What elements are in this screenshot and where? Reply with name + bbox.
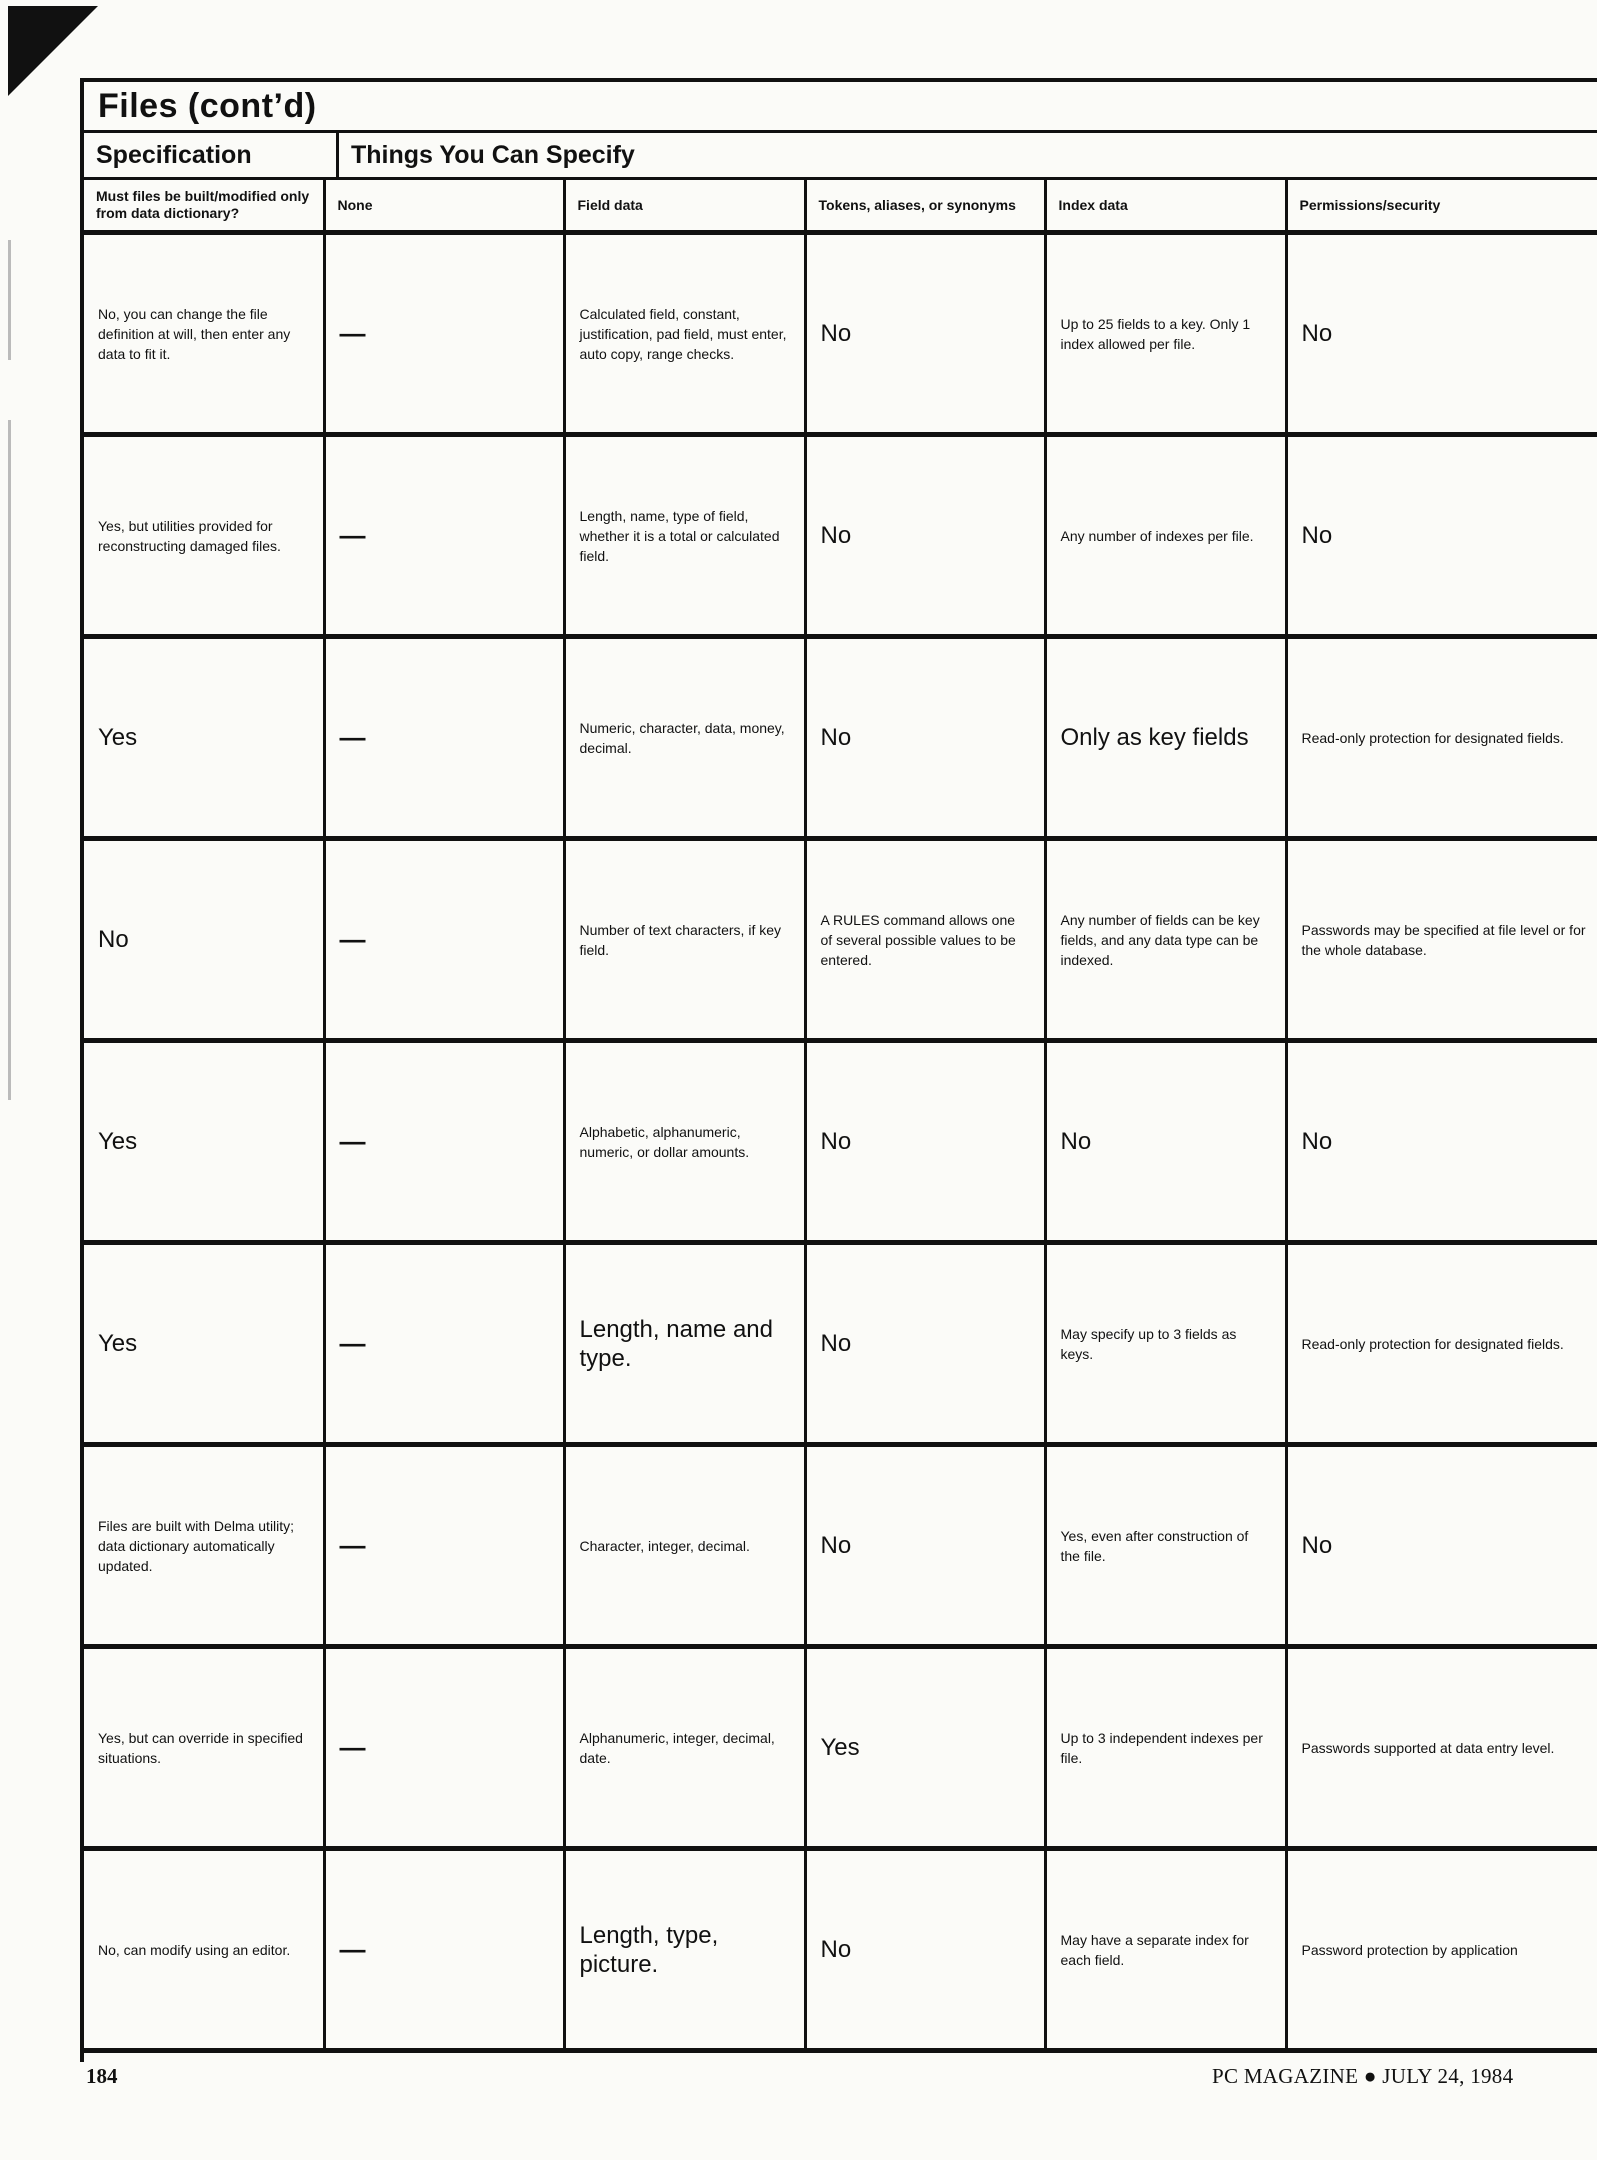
table-cell: No [805, 637, 1045, 839]
table-cell: Yes [805, 1647, 1045, 1849]
table-cell: Length, name, type of field, whether it is a total or calculated field. [564, 435, 805, 637]
table-cell: May specify up to 3 fields as keys. [1045, 1243, 1286, 1445]
table-cell: Up to 25 fields to a key. Only 1 index allowed per file. [1045, 233, 1286, 435]
table-cell: May have a separate index for each field. [1045, 1849, 1286, 2051]
table-cell: — [324, 637, 564, 839]
table-cell: Only as key fields [1045, 637, 1286, 839]
table-cell: Files are built with Delma utility; data dictionary automatically updated. [84, 1445, 324, 1647]
page-title: Files (cont’d) [98, 86, 317, 125]
table-cell: Number of text characters, if key field. [564, 839, 805, 1041]
table-cell: Numeric, character, data, money, decimal. [564, 637, 805, 839]
table-cell: No, you can change the file definition at will, then enter any data to fit it. [84, 233, 324, 435]
table-cell: Yes, but utilities provided for reconstructing damaged files. [84, 435, 324, 637]
table-cell: Passwords supported at data entry level. [1286, 1647, 1597, 1849]
table-cell: No [1286, 1445, 1597, 1647]
table-cell: Yes, even after construction of the file. [1045, 1445, 1286, 1647]
spec-row [84, 133, 1597, 180]
spec-label: Specification [84, 133, 339, 177]
table-cell: Yes [84, 1041, 324, 1243]
table-cell: Yes [84, 637, 324, 839]
table-cell: Alphabetic, alphanumeric, numeric, or dollar amounts. [564, 1041, 805, 1243]
table-header-row [84, 180, 1597, 233]
table-cell: Read-only protection for designated fields. [1286, 1243, 1597, 1445]
table-cell: — [324, 1445, 564, 1647]
table-cell: No [1045, 1041, 1286, 1243]
table-cell: Any number of indexes per file. [1045, 435, 1286, 637]
table-cell: Length, type, picture. [564, 1849, 805, 2051]
margin-mark [8, 240, 11, 360]
column-header: Permissions/security [1286, 180, 1597, 233]
table-cell: — [324, 1243, 564, 1445]
title-row [84, 82, 1597, 133]
table-cell: No, can modify using an editor. [84, 1849, 324, 2051]
table-cell: Up to 3 independent indexes per file. [1045, 1647, 1286, 1849]
table-cell: Passwords may be specified at file level or for the whole database. [1286, 839, 1597, 1041]
table-row [84, 839, 1597, 1041]
comparison-table-frame [80, 78, 1597, 2062]
table-row [84, 233, 1597, 435]
table-cell: Length, name and type. [564, 1243, 805, 1445]
table-cell: No [84, 839, 324, 1041]
table-cell: No [805, 1041, 1045, 1243]
magazine-footer: PC MAGAZINE ● JULY 24, 1984 [1212, 2064, 1514, 2088]
table-cell: No [805, 1849, 1045, 2051]
table-cell: No [805, 435, 1045, 637]
table-row [84, 1041, 1597, 1243]
column-header: None [324, 180, 564, 233]
table-cell: Password protection by application [1286, 1849, 1597, 2051]
table-cell: No [1286, 233, 1597, 435]
table-cell: A RULES command allows one of several possible values to be entered. [805, 839, 1045, 1041]
page-number: 184 [86, 2064, 118, 2088]
table-row [84, 637, 1597, 839]
table-cell: Read-only protection for designated fields. [1286, 637, 1597, 839]
table-cell: Yes [84, 1243, 324, 1445]
table-cell: Yes, but can override in specified situations. [84, 1647, 324, 1849]
column-header: Index data [1045, 180, 1286, 233]
table-cell: No [805, 233, 1045, 435]
column-header: Tokens, aliases, or synonyms [805, 180, 1045, 233]
table-cell: No [805, 1445, 1045, 1647]
table-cell: — [324, 1647, 564, 1849]
table-cell: No [805, 1243, 1045, 1445]
files-table [84, 180, 1597, 2053]
table-cell: No [1286, 1041, 1597, 1243]
margin-mark [8, 420, 11, 1100]
table-cell: Character, integer, decimal. [564, 1445, 805, 1647]
table-row [84, 435, 1597, 637]
table-row [84, 1445, 1597, 1647]
table-cell: — [324, 435, 564, 637]
table-row [84, 1243, 1597, 1445]
table-cell: No [1286, 435, 1597, 637]
things-label: Things You Can Specify [351, 140, 635, 169]
table-cell: Calculated field, constant, justification, pad field, must enter, auto copy, range checks. [564, 233, 805, 435]
table-cell: — [324, 839, 564, 1041]
table-cell: — [324, 1041, 564, 1243]
table-row [84, 1647, 1597, 1849]
table-cell: — [324, 1849, 564, 2051]
table-cell: Any number of fields can be key fields, and any data type can be indexed. [1045, 839, 1286, 1041]
column-header: Field data [564, 180, 805, 233]
column-header: Must files be built/modified only from data dictionary? [84, 180, 324, 233]
table-cell: Alphanumeric, integer, decimal, date. [564, 1647, 805, 1849]
table-cell: — [324, 233, 564, 435]
table-row [84, 1849, 1597, 2051]
